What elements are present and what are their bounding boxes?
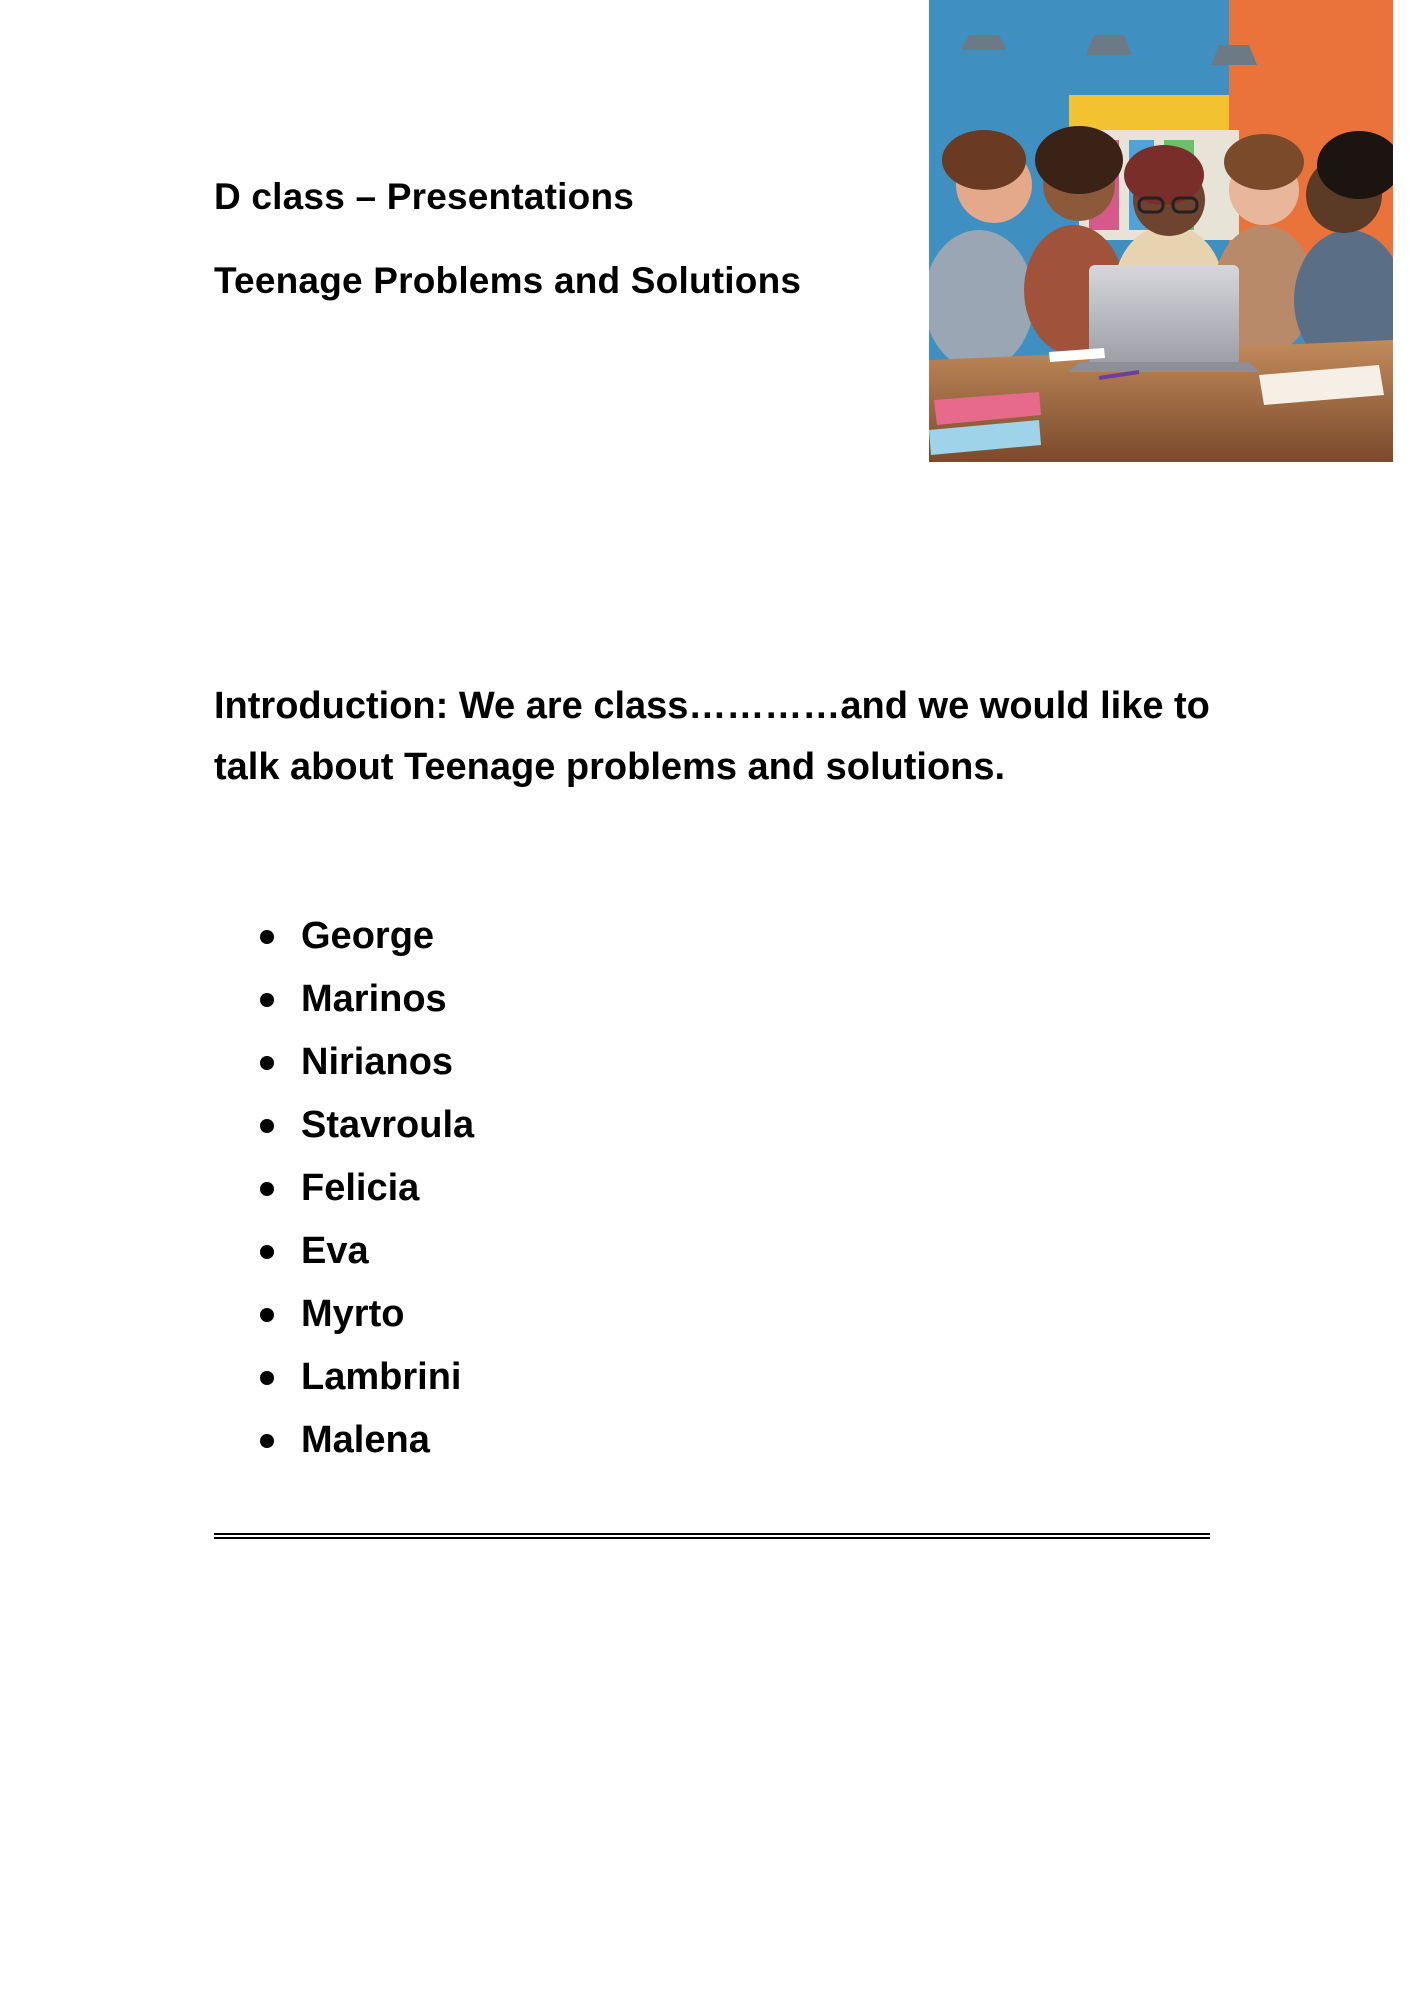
- page-title: D class – Presentations: [214, 176, 635, 217]
- list-item: [214, 1220, 474, 1283]
- list-item: [214, 968, 474, 1031]
- introduction-paragraph: Introduction: We are class…………and we would like to talk about Teenage problems and solutions.: [214, 685, 1210, 788]
- student-names-list: [214, 905, 474, 1472]
- page-subtitle: Teenage Problems and Solutions: [214, 260, 802, 301]
- student-name: Myrto: [301, 1293, 405, 1335]
- bullet-icon: [260, 1308, 274, 1322]
- student-name: Malena: [301, 1419, 430, 1461]
- bullet-icon: [260, 1182, 274, 1196]
- list-item: [214, 1409, 474, 1472]
- student-name: George: [301, 915, 435, 957]
- student-name: Nirianos: [301, 1041, 454, 1083]
- student-name: Eva: [301, 1230, 369, 1272]
- student-name: Marinos: [301, 978, 447, 1020]
- list-item: [214, 1283, 474, 1346]
- double-divider: [214, 1533, 1210, 1539]
- list-item: [214, 1346, 474, 1409]
- bullet-icon: [260, 1371, 274, 1385]
- list-item: [214, 1031, 474, 1094]
- list-item: [214, 1157, 474, 1220]
- student-name: Stavroula: [301, 1104, 475, 1146]
- list-item: [214, 905, 474, 968]
- bullet-icon: [260, 1119, 274, 1133]
- bullet-icon: [260, 1056, 274, 1070]
- bullet-icon: [260, 930, 274, 944]
- bullet-icon: [260, 1245, 274, 1259]
- bullet-icon: [260, 993, 274, 1007]
- bullet-icon: [260, 1434, 274, 1448]
- classroom-illustration: [929, 0, 1393, 462]
- student-name: Felicia: [301, 1167, 420, 1209]
- list-item: [214, 1094, 474, 1157]
- student-name: Lambrini: [301, 1356, 462, 1398]
